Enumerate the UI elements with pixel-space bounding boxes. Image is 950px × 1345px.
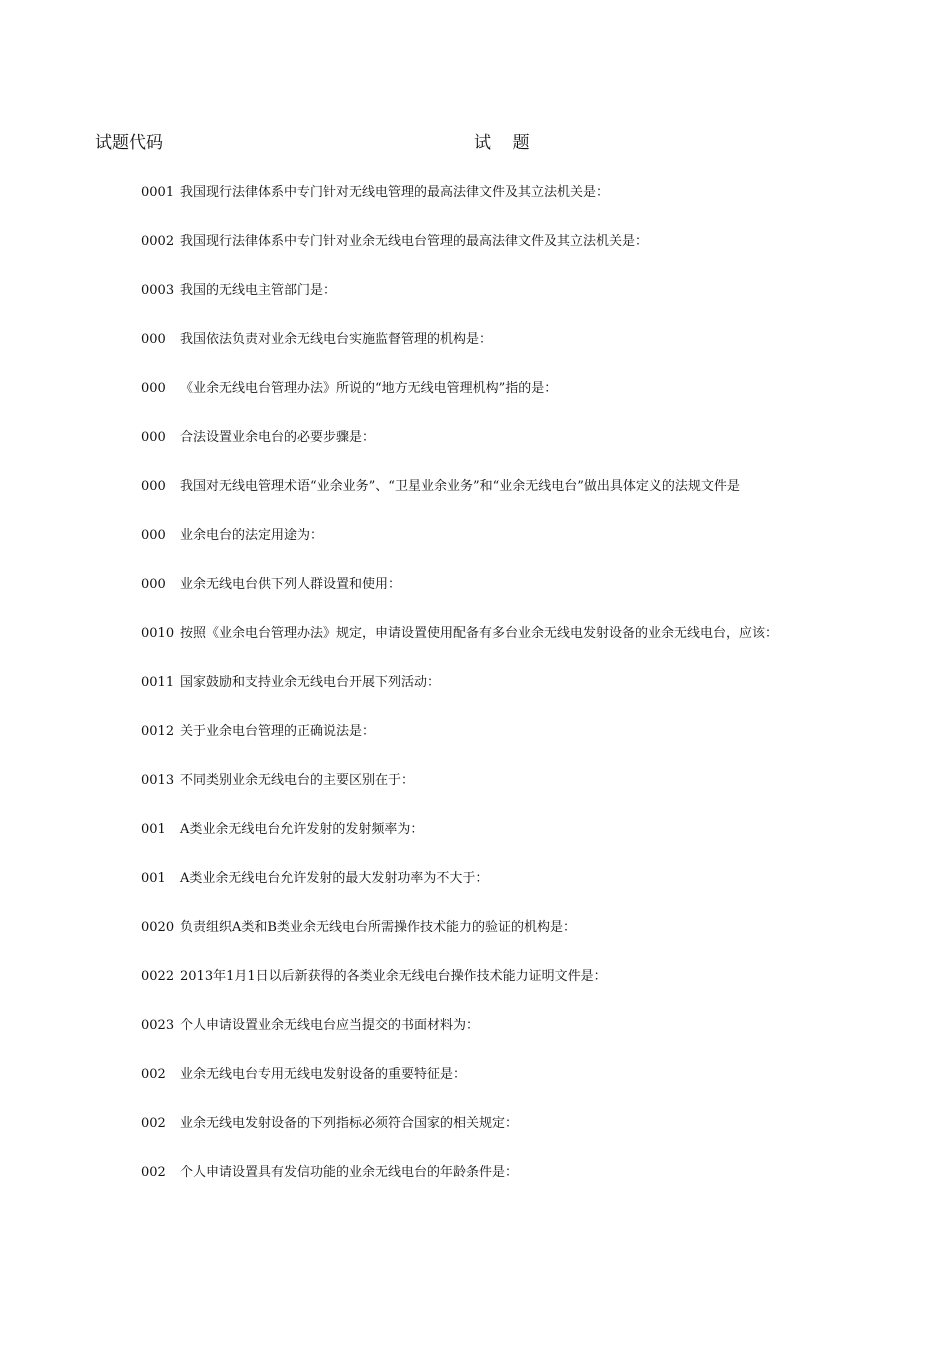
question-text: A类业余无线电台允许发射的发射频率为： [180, 821, 424, 837]
question-row [0, 413, 950, 462]
question-row [0, 315, 950, 364]
question-row [0, 805, 950, 854]
question-code: 0002 [141, 233, 175, 249]
question-text: 我国的无线电主管部门是： [180, 282, 337, 298]
question-text: 我国现行法律体系中专门针对无线电管理的最高法律文件及其立法机关是： [180, 184, 610, 200]
question-row [0, 364, 950, 413]
question-text: 2013年1月1日以后新获得的各类业余无线电台操作技术能力证明文件是： [180, 968, 607, 984]
question-row [0, 1148, 950, 1197]
question-text: 按照《业余电台管理办法》规定，申请设置使用配备有多台业余无线电发射设备的业余无线电台，应该： [180, 625, 779, 641]
question-code: 0003 [141, 282, 175, 298]
question-text: 业余电台的法定用途为： [180, 527, 324, 543]
question-text: A类业余无线电台允许发射的最大发射功率为不大于： [180, 870, 489, 886]
question-code: 0023 [141, 1017, 175, 1033]
question-code: 000 [141, 331, 166, 347]
question-text: 业余无线电发射设备的下列指标必须符合国家的相关规定： [180, 1115, 519, 1131]
question-code: 0022 [141, 968, 175, 984]
question-row [0, 952, 950, 1001]
question-code: 001 [141, 870, 166, 886]
question-text: 个人申请设置具有发信功能的业余无线电台的年龄条件是： [180, 1164, 519, 1180]
question-code: 000 [141, 380, 166, 396]
question-text: 负责组织A类和B类业余无线电台所需操作技术能力的验证的机构是： [180, 919, 576, 935]
question-code: 0011 [141, 674, 175, 690]
question-code: 0010 [141, 625, 175, 641]
header-question-label: 试 题 [474, 133, 530, 153]
question-code: 0013 [141, 772, 175, 788]
question-row [0, 1099, 950, 1148]
question-code: 002 [141, 1066, 166, 1082]
question-row [0, 854, 950, 903]
question-row [0, 707, 950, 756]
question-row [0, 1001, 950, 1050]
question-row [0, 168, 950, 217]
question-text: 关于业余电台管理的正确说法是： [180, 723, 376, 739]
question-text: 不同类别业余无线电台的主要区别在于： [180, 772, 415, 788]
question-code: 000 [141, 576, 166, 592]
question-row [0, 1050, 950, 1099]
question-code: 0001 [141, 184, 175, 200]
question-text: 个人申请设置业余无线电台应当提交的书面材料为： [180, 1017, 480, 1033]
question-text: 业余无线电台供下列人群设置和使用： [180, 576, 402, 592]
question-code: 000 [141, 429, 166, 445]
question-text: 业余无线电台专用无线电发射设备的重要特征是： [180, 1066, 467, 1082]
question-code: 0020 [141, 919, 175, 935]
question-code: 000 [141, 527, 166, 543]
question-code: 002 [141, 1164, 166, 1180]
question-list [0, 168, 950, 1197]
question-row [0, 511, 950, 560]
question-row [0, 609, 950, 658]
question-row [0, 462, 950, 511]
header-code-label: 试题代码 [95, 133, 163, 153]
question-code: 002 [141, 1115, 166, 1131]
question-code: 001 [141, 821, 166, 837]
question-row [0, 266, 950, 315]
question-row [0, 756, 950, 805]
question-text: 《业余无线电台管理办法》所说的“地方无线电管理机构”指的是： [180, 380, 558, 396]
question-code: 000 [141, 478, 166, 494]
question-row [0, 658, 950, 707]
table-header [0, 128, 950, 152]
question-text: 我国依法负责对业余无线电台实施监督管理的机构是： [180, 331, 493, 347]
question-text: 合法设置业余电台的必要步骤是： [180, 429, 376, 445]
question-row [0, 903, 950, 952]
question-text: 我国对无线电管理术语“业余业务”、“卫星业余业务”和“业余无线电台”做出具体定义的法规文件是 [180, 478, 740, 494]
question-row [0, 560, 950, 609]
question-row [0, 217, 950, 266]
question-code: 0012 [141, 723, 175, 739]
question-text: 我国现行法律体系中专门针对业余无线电台管理的最高法律文件及其立法机关是： [180, 233, 649, 249]
question-text: 国家鼓励和支持业余无线电台开展下列活动： [180, 674, 441, 690]
